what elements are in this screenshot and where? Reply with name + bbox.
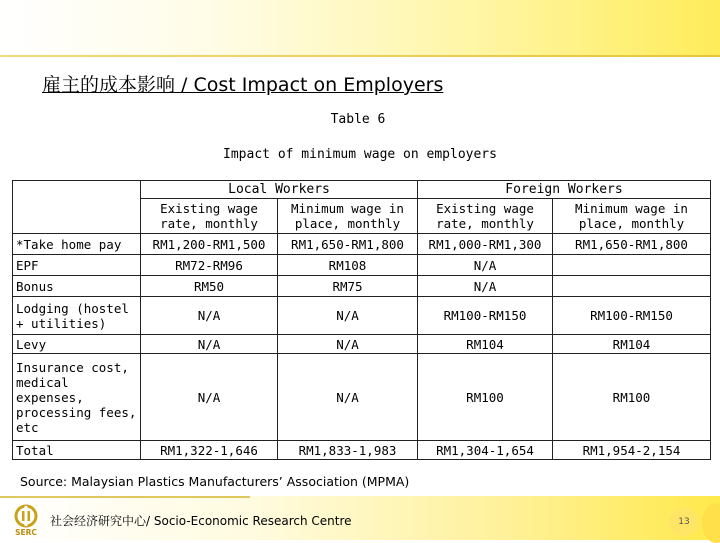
subheader-line: Minimum wage in [575,201,688,216]
table-cell: RM100-RM150 [553,297,711,335]
table-cell: RM1,650-RM1,800 [278,234,418,255]
row-label: Levy [13,335,141,354]
logo-text: SERC [15,528,37,537]
table-cell: N/A [278,335,418,354]
table-cell: N/A [418,255,553,276]
row-label-line: Lodging (hostel [16,300,129,316]
table-cell: RM1,954-2,154 [553,441,711,460]
row-label [13,297,141,335]
subheader-line: Existing wage [436,201,534,216]
table-cell: RM75 [278,276,418,297]
table-cell: RM1,650-RM1,800 [553,234,711,255]
table-cell: N/A [141,297,278,335]
table-row [13,234,711,255]
subheader-line: Minimum wage in [291,201,404,216]
table-row [13,354,711,441]
table-row [13,255,711,276]
page-number: 13 [669,508,699,536]
subheader-line: rate, monthly [160,216,258,231]
header-band [0,0,720,56]
footer-org-name: 社会经济研究中心/ Socio-Economic Research Centre [50,514,352,528]
table-row [13,297,711,335]
subheader-local-minimum [278,199,418,234]
slide-title: 雇主的成本影响 / Cost Impact on Employers [42,74,444,96]
table-cell: N/A [278,354,418,441]
source-note: Source: Malaysian Plastics Manufacturers’ Association (MPMA) [20,474,410,489]
table-cell: N/A [418,276,553,297]
serc-logo-icon [8,503,44,537]
header-divider [0,55,720,57]
table-total-row [13,441,711,460]
table-cell: RM1,833-1,983 [278,441,418,460]
table-cell [553,276,711,297]
row-label: Total [13,441,141,460]
table-cell: RM1,322-1,646 [141,441,278,460]
row-label: EPF [13,255,141,276]
table-cell: N/A [141,335,278,354]
row-label-line: medical [16,374,69,390]
row-label-line: + utilities) [16,315,107,331]
table-cell: RM100 [553,354,711,441]
subheader-line: Existing wage [160,201,258,216]
subheader-foreign-minimum [553,199,711,234]
table-cell: RM50 [141,276,278,297]
table-cell: RM1,304-1,654 [418,441,553,460]
table-cell: RM108 [278,255,418,276]
table-cell: N/A [141,354,278,441]
table-cell: RM72-RM96 [141,255,278,276]
group-header-foreign: Foreign Workers [418,181,711,199]
table-cell: N/A [278,297,418,335]
subheader-line: place, monthly [294,216,401,231]
table-cell [553,255,711,276]
table-corner-cell [13,181,141,234]
wage-impact-table [12,180,711,460]
row-label-line: processing fees, [16,404,137,420]
row-label [13,354,141,441]
table-row [13,276,711,297]
table-cell: RM1,200-RM1,500 [141,234,278,255]
table-group-header-row [13,181,711,199]
row-label: *Take home pay [13,234,141,255]
subheader-foreign-existing [418,199,553,234]
table-caption: Table 6 [330,112,386,127]
table-subtitle: Impact of minimum wage on employers [223,147,497,162]
subheader-local-existing [141,199,278,234]
table-cell: RM100-RM150 [418,297,553,335]
row-label-line: etc [16,419,39,435]
row-label-line: Insurance cost, [16,359,129,375]
row-label-line: expenses, [16,389,84,405]
table-cell: RM100 [418,354,553,441]
table-cell: RM1,000-RM1,300 [418,234,553,255]
table-row [13,335,711,354]
subheader-line: rate, monthly [436,216,534,231]
footer-divider [0,496,250,498]
table-cell: RM104 [418,335,553,354]
subheader-line: place, monthly [578,216,685,231]
row-label: Bonus [13,276,141,297]
group-header-local: Local Workers [141,181,418,199]
table-cell: RM104 [553,335,711,354]
